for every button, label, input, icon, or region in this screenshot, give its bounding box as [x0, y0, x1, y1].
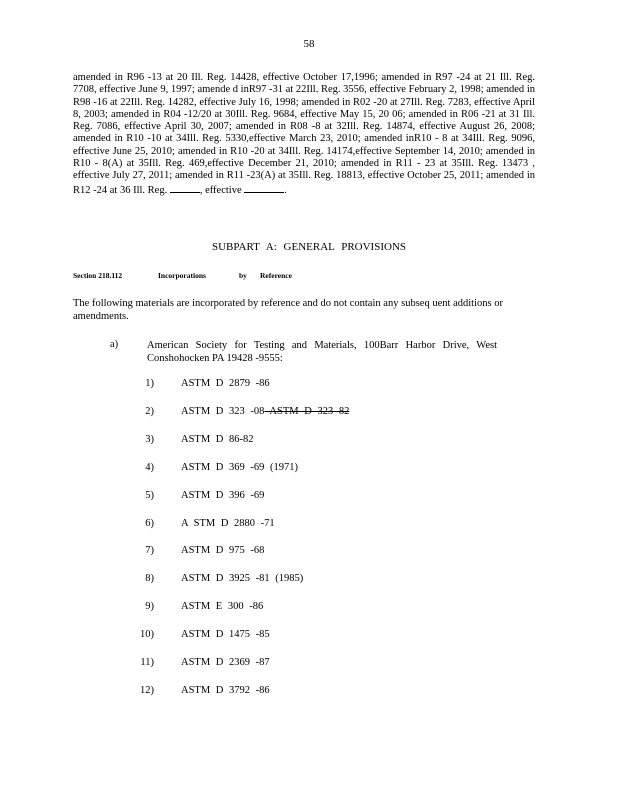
page-number: 58 [303, 38, 315, 50]
list-item [0, 518, 618, 532]
list-item [0, 685, 618, 699]
list-item-number: 2) [145, 405, 154, 417]
list-item [0, 657, 618, 671]
list-item-text: ASTM D 396 -69 [181, 489, 265, 501]
list-item-number: 11) [140, 657, 154, 668]
list-item-text: ASTM D 86-82 [181, 433, 254, 445]
list-item [0, 629, 618, 643]
amendment-history: amended in R96 -13 at 20 Ill. Reg. 14428, effective October 17,1996; amended in R97 -24 at 21 Ill. Reg. 7708, effective June 9, 1997; amende d inR97 -31 at 22Ill. Reg. 3556, effective February 2, 1998; amended in R98 -16 at 22Ill. Reg. 14282, effective July 16, 1998; amended in R02 -20 at 27Ill. Reg. 7283, effective April 8, 2003; amended in R04 -12/20 at 30Ill. Reg. 9684, effective May 15, 20 06; amended in R06 -21 at 31 Ill. Reg. 7086, effective April 30, 2007; amended in R08 -8 at 32Ill. Reg. 14874, effective August 26, 2008; amended in R10 -10 at 34Ill. Reg. 5330,effective March 23, 2010; amended inR10 - 8 at 34Ill. Reg. 9096, effective June 25, 2010; amended in R10 -20 at 34Ill. Reg. 14174,effective September 14, 2010; amended in R10 - 8(A) at 35Ill. Reg. 469,effective December 21, 2010; amended in R11 - 23 at 35Ill. Reg. 13473 , effective July 27, 2011; amended in R11 -23(A) at 35Ill. Reg. 18813, effective October 25, 2011; amended in R12 -24 at 36 Ill. Reg. , effective . [73, 72, 535, 196]
section-number: Section 218.112 [73, 271, 123, 280]
list-item-text: ASTM D 3792 -86 [181, 684, 270, 696]
list-item [0, 406, 618, 420]
list-item-number: 10) [140, 629, 154, 641]
list-item-number: 1) [145, 378, 154, 389]
section-title-word-3: Reference [260, 271, 292, 280]
list-item-text: ASTM D 323 -08 ASTM D 323 82 [181, 405, 350, 417]
list-item [0, 490, 618, 504]
intro-paragraph: The following materials are incorporated by reference and do not contain any subseq uent additions or amendments. [73, 298, 503, 322]
list-item [0, 434, 618, 448]
section-title-word-2: by [239, 271, 247, 280]
list-item-text: ASTM D 2879 -86 [181, 378, 270, 389]
list-item [0, 462, 618, 476]
list-item-text: ASTM E 300 -86 [181, 601, 264, 613]
amendment-effective-label: effective [205, 184, 242, 196]
section-title-word-1: Incorporations [158, 271, 206, 280]
list-item [0, 378, 618, 392]
list-item [0, 601, 618, 615]
struck-text: ASTM D 323 82 [264, 405, 350, 417]
list-item-number: 12) [140, 684, 154, 696]
amendment-end: . [284, 184, 287, 196]
list-item-text: ASTM D 2369 -87 [181, 657, 270, 668]
list-item-number: 8) [145, 573, 154, 585]
list-item-text: ASTM D 975 -68 [181, 545, 265, 557]
list-item [0, 573, 618, 587]
list-item-number: 6) [145, 517, 154, 529]
list-item [0, 545, 618, 559]
list-item-number: 4) [145, 461, 154, 473]
effective-date-blank [244, 183, 284, 193]
list-item-text: ASTM D 3925 -81 (1985) [181, 573, 304, 585]
list-item-text: ASTM D 369 -69 (1971) [181, 461, 298, 473]
list-item-number: 5) [145, 489, 154, 501]
amendment-history-text: amended in R96 -13 at 20 Ill. Reg. 14428, effective October 17,1996; amended in R97 -24 at 21 Ill. Reg. 7708, effective June 9, 1997; amende d inR97 -31 at 22Ill. Reg. 3556, effective February 2, 1998; amended in R98 -16 at 22Ill. Reg. 14282, effective July 16, 1998; amended in R02 -20 at 27Ill. Reg. 7283, effective April 8, 2003; amended in R04 -12/20 at 30Ill. Reg. 9684, effective May 15, 20 06; amended in R06 -21 at 31 Ill. Reg. 7086, effective April 30, 2007; amended in R08 -8 at 32Ill. Reg. 14874, effective August 26, 2008; amended in R10 -10 at 34Ill. Reg. 5330,effective March 23, 2010; amended inR10 - 8 at 34Ill. Reg. 9096, effective June 25, 2010; amended in R10 -20 at 34Ill. Reg. 14174,effective September 14, 2010; amended in R10 - 8(A) at 35Ill. Reg. 469,effective December 21, 2010; amended in R11 - 23 at 35Ill. Reg. 13473 , effective July 27, 2011; amended in R11 -23(A) at 35Ill. Reg. 18813, effective October 25, 2011; amended in R12 -24 at 36 Ill. Reg. [73, 72, 535, 196]
reg-page-blank [170, 183, 200, 193]
list-item-number: 9) [145, 601, 154, 613]
list-item-number: 7) [145, 545, 154, 557]
list-item-text: A STM D 2880 -71 [181, 517, 275, 529]
item-a-text: American Society for Testing and Materials, 100Barr Harbor Drive, West Conshohocken PA 19428 -9555: [147, 340, 497, 364]
subpart-heading: SUBPART A: GENERAL PROVISIONS [212, 241, 406, 253]
list-item-number: 3) [145, 433, 154, 445]
list-item-text: ASTM D 1475 -85 [181, 629, 270, 641]
item-a-label: a) [110, 339, 119, 350]
